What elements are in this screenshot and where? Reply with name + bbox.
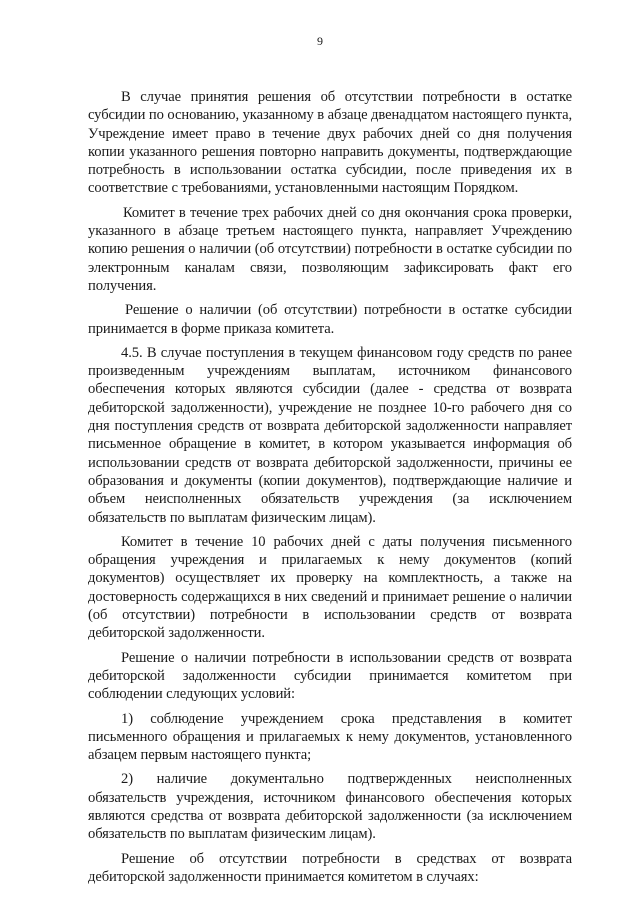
paragraph-subsidy-rejection-resubmission: В случае принятия решения об отсутствии потребности в остатке субсидии по основанию, указанному в абзаце двенадцатом настоящего пункта, Учреждение имеет право в течение двух рабочих дней со дня получения копии указанного решения повторно направить документы, подтверждающие потребность в использовании остатка субсидии, после приведения их в соответствие с требованиями, установленными настоящим Порядком.	[88, 89, 572, 197]
paragraph-decision-order-form: Решение о наличии (об отсутствии) потребности в остатке субсидии принимается в форме приказа комитета.	[88, 302, 572, 337]
list-item-condition-1: 1) соблюдение учреждением срока представления в комитет письменного обращения и прилагаемых к нему документов, установленного абзацем первым настоящего пункта;	[88, 710, 572, 764]
list-item-condition-2: 2) наличие документально подтвержденных неисполненных обязательств учреждения, источником финансового обеспечения которых являются средства от возврата дебиторской задолженности (за исключением обязательств по выплатам физическим лицам).	[88, 771, 572, 843]
paragraph-decision-conditions: Решение о наличии потребности в использовании средств от возврата дебиторской задолженности субсидии принимается комитетом при соблюдении следующих условий:	[88, 649, 572, 703]
document-body	[88, 88, 572, 892]
paragraph-rejection-cases: Решение об отсутствии потребности в средствах от возврата дебиторской задолженности принимается комитетом в случаях:	[88, 850, 572, 885]
paragraph-committee-decision-copy: Комитет в течение трех рабочих дней со дня окончания срока проверки, указанного в абзаце третьем настоящего пункта, направляет Учреждению копию решения о наличии (об отсутствии) потребности в остатке субсидии по электронным каналам связи, позволяющим зафиксировать факт его получения.	[88, 204, 572, 294]
paragraph-section-4-5: 4.5. В случае поступления в текущем финансовом году средств по ранее произведенным учреждениям выплатам, источником финансового обеспечения которых являются субсидии (далее - средства от возврата дебиторской задолженности), учреждение не позднее 10-го рабочего дня со дня поступления средств от возврата дебиторской задолженности направляет письменное обращение в комитет, в котором указывается информация об использовании средств от возврата дебиторской задолженности, причины ее образования и документы (копии документов), подтверждающие наличие и объем неисполненных обязательств учреждения (за исключением обязательств по выплатам физическим лицам).	[88, 344, 572, 526]
page-number: 9	[317, 34, 323, 48]
paragraph-committee-review: Комитет в течение 10 рабочих дней с даты получения письменного обращения учреждения и прилагаемых к нему документов (копий документов) осуществляет их проверку на комплектность, а также на достоверность содержащихся в них сведений и принимает решение о наличии (об отсутствии) потребности в использовании средств от возврата дебиторской задолженности.	[88, 533, 572, 642]
